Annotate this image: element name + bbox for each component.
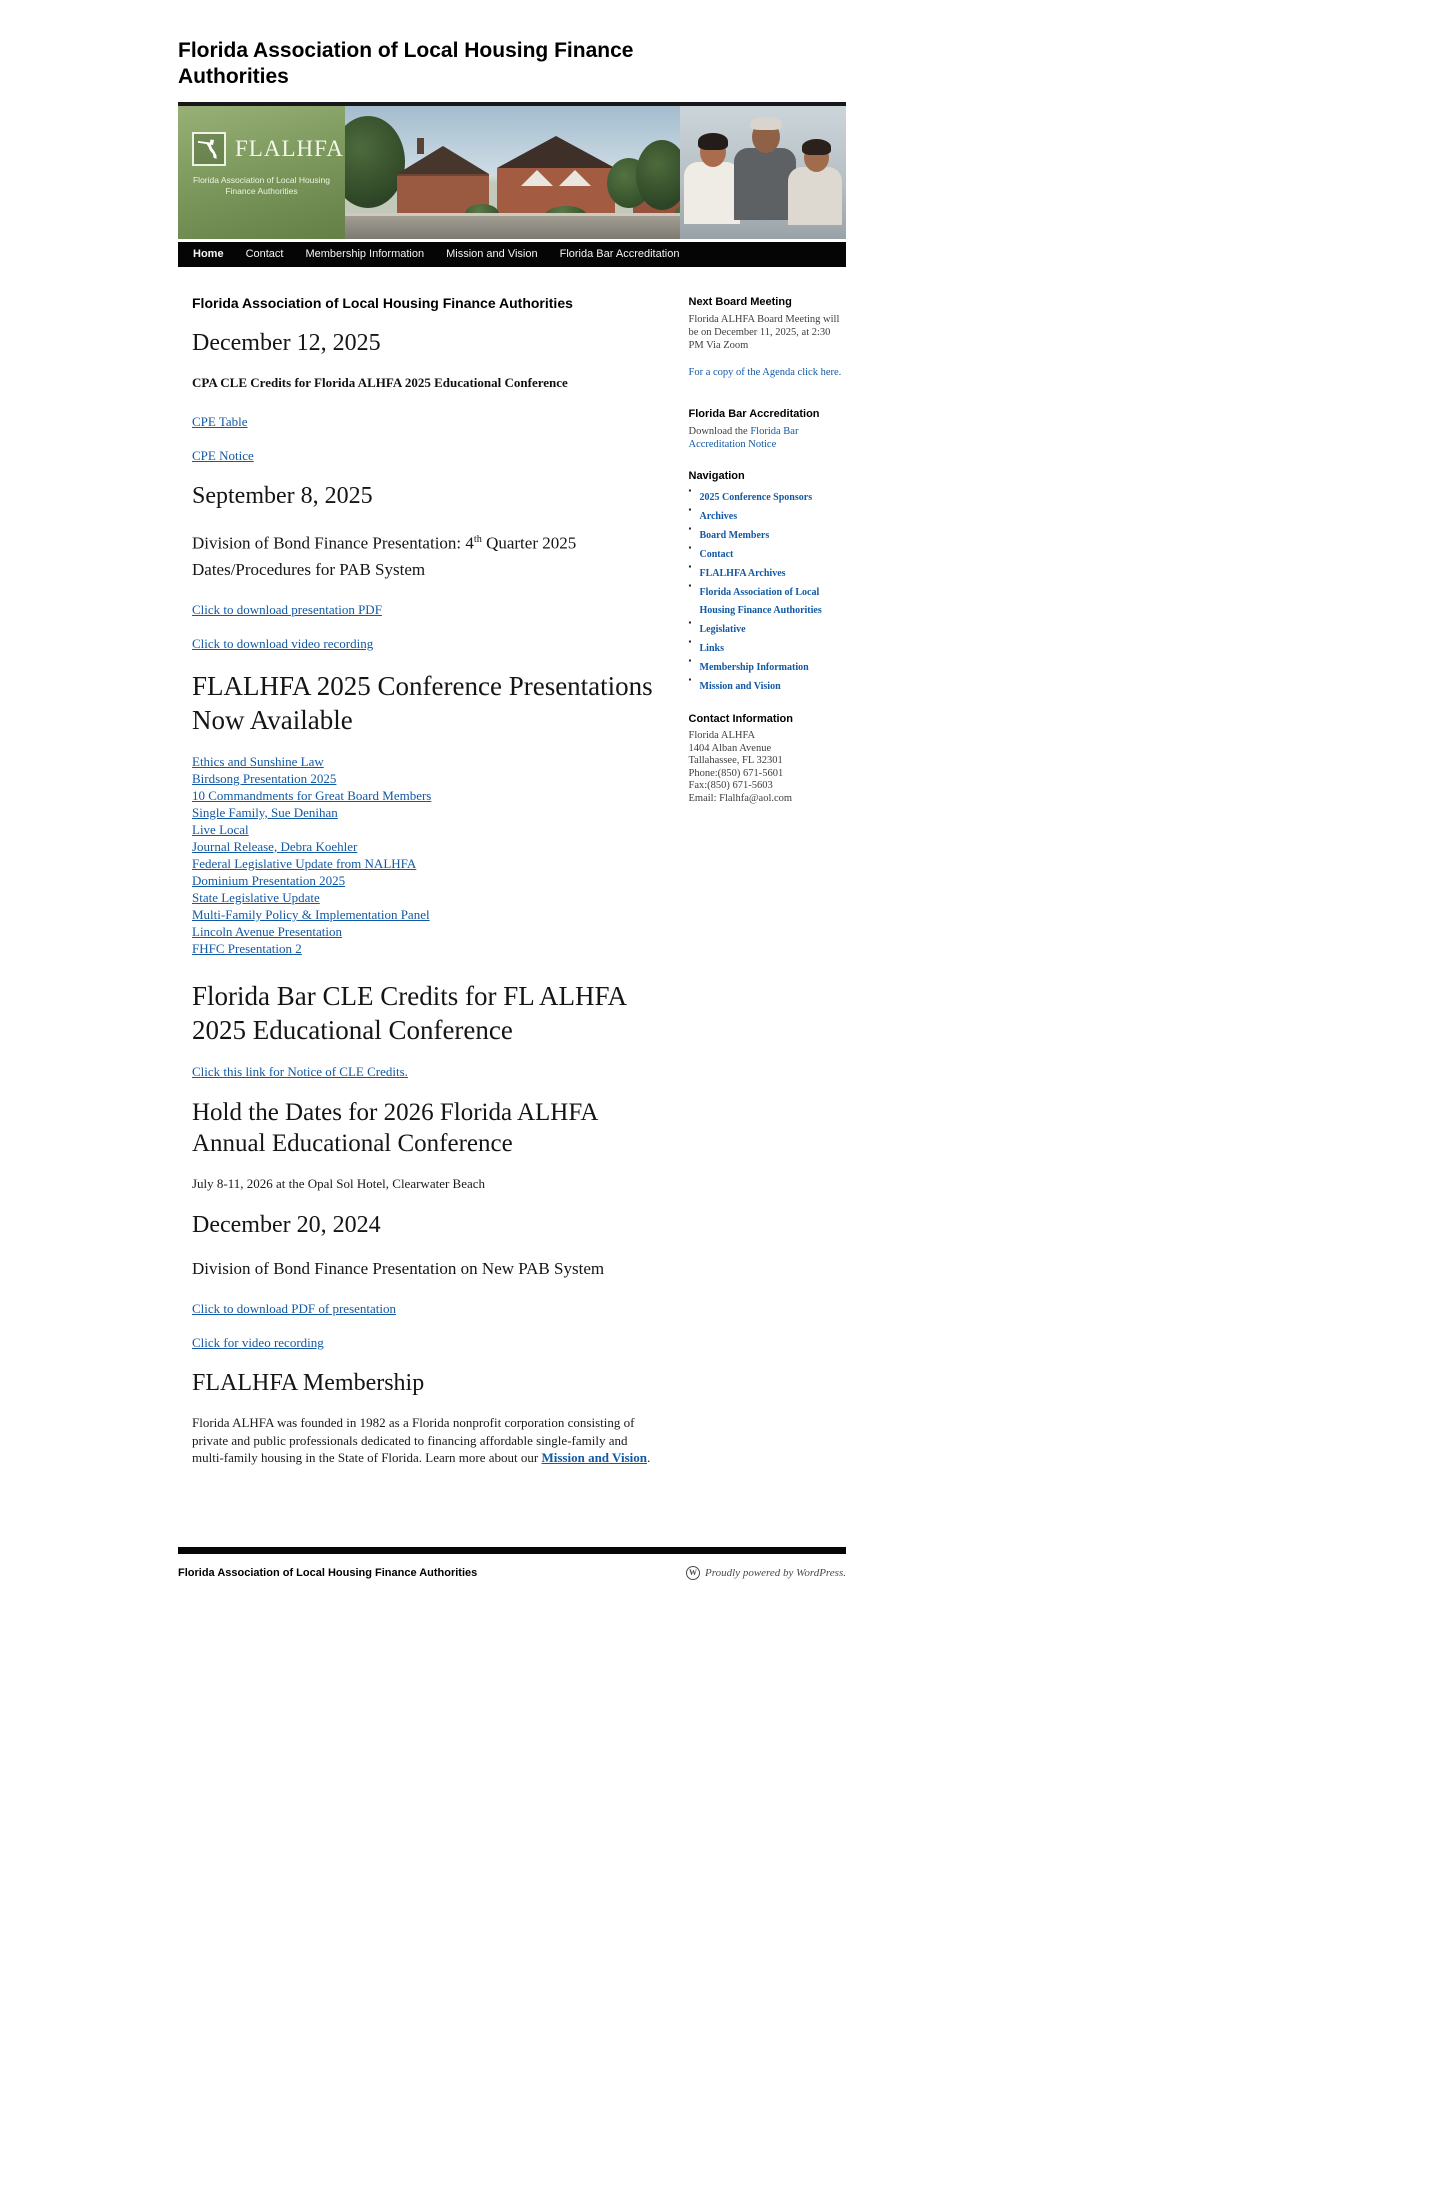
sidebar <box>689 295 847 1485</box>
logo-row <box>192 132 345 166</box>
hair-shape <box>750 117 782 130</box>
person-figure <box>788 143 844 239</box>
nav-home[interactable]: Home <box>193 248 224 260</box>
content-area <box>178 295 846 1485</box>
sidebar-link-flalhfa-archives[interactable]: FLALHFA Archives <box>699 568 786 579</box>
presentation-link[interactable]: Dominium Presentation 2025 <box>192 872 346 888</box>
presentation-link[interactable]: 10 Commandments for Great Board Members <box>192 787 432 803</box>
cpe-table-link[interactable]: CPE Table <box>192 414 248 429</box>
presentation-link[interactable]: FHFC Presentation 2 <box>192 940 302 956</box>
presentation-link[interactable]: Lincoln Avenue Presentation <box>192 923 342 939</box>
widget-next-board-meeting <box>689 295 847 379</box>
widget-title-navigation: Navigation <box>688 470 745 482</box>
contact-city: Tallahassee, FL 32301 <box>688 755 783 767</box>
chimney-shape <box>417 138 424 154</box>
sidebar-link-board-members[interactable]: Board Members <box>699 530 770 541</box>
sidebar-link-2025-conference-sponsors[interactable]: 2025 Conference Sponsors <box>699 492 813 503</box>
sidebar-nav-item <box>689 619 847 637</box>
sidebar-link-membership-information[interactable]: Membership Information <box>699 662 809 673</box>
sidebar-link-contact[interactable]: Contact <box>699 549 734 560</box>
roof-shape <box>397 146 489 174</box>
subtitle-text: Division of Bond Finance Presentation: 4 <box>192 533 474 553</box>
presentation-link[interactable]: Ethics and Sunshine Law <box>192 753 324 769</box>
widget-title-contact-information: Contact Information <box>688 713 793 725</box>
main-content <box>192 295 661 1485</box>
presentation-link[interactable]: Live Local <box>192 821 249 837</box>
presentation-link[interactable]: Multi-Family Policy & Implementation Panel <box>192 906 430 922</box>
sidebar-nav-list <box>689 487 847 694</box>
post-subtitle: Division of Bond Finance Presentation on New PAB System <box>192 1259 605 1279</box>
footer-site-name[interactable]: Florida Association of Local Housing Finance Authorities <box>178 1566 478 1579</box>
post-title-conference-presentations: FLALHFA 2025 Conference Presentations Now Available <box>192 670 653 735</box>
board-meeting-text: Florida ALHFA Board Meeting will be on December 11, 2025, at 2:30 PM Via Zoom <box>688 314 840 351</box>
mission-and-vision-link[interactable]: Mission and Vision <box>541 1450 647 1466</box>
subtitle-text: Quarter 2025 Dates/Procedures for PAB System <box>192 533 577 579</box>
post-title-december-20-2024: December 20, 2024 <box>192 1212 381 1239</box>
tree-shape <box>636 140 680 210</box>
contact-email: Email: Flalhfa@aol.com <box>688 792 793 804</box>
road-shape <box>345 213 680 239</box>
roof-shape <box>497 136 615 168</box>
post-title-florida-bar-cle-credits: Florida Bar CLE Credits for FL ALHFA 2025 Educational Conference <box>192 980 626 1045</box>
sidebar-nav-item <box>689 506 847 524</box>
contact-fax: Fax:(850) 671-5603 <box>688 780 773 792</box>
hair-shape <box>802 139 831 155</box>
sidebar-link-mission-and-vision[interactable]: Mission and Vision <box>699 681 781 692</box>
widget-contact-information <box>689 712 847 806</box>
sidebar-nav-item <box>689 676 847 694</box>
accreditation-notice-link[interactable]: Florida Bar Accreditation Notice <box>688 426 799 450</box>
post-title-september-8-2025: September 8, 2025 <box>192 483 373 509</box>
accreditation-text <box>689 425 847 451</box>
gable-shape <box>559 170 591 186</box>
conference-presentation-links <box>192 753 661 957</box>
accreditation-text-pre: Download the <box>688 426 751 437</box>
presentation-link[interactable]: Single Family, Sue Denihan <box>192 804 338 820</box>
sidebar-nav-item <box>689 657 847 675</box>
header-banner <box>178 102 846 239</box>
main-nav <box>178 242 846 267</box>
cpe-notice-link[interactable]: CPE Notice <box>192 448 254 463</box>
contact-org: Florida ALHFA <box>688 730 756 741</box>
house-shape <box>497 136 615 218</box>
logo-acronym: FLALHFA <box>235 136 344 161</box>
banner-family-photo <box>680 106 846 239</box>
post-subtitle: CPA CLE Credits for Florida ALHFA 2025 Educational Conference <box>192 375 568 390</box>
sidebar-link-archives[interactable]: Archives <box>699 511 738 522</box>
video-recording-link[interactable]: Click for video recording <box>192 1335 324 1351</box>
sidebar-link-florida-association[interactable]: Florida Association of Local Housing Finance Authorities <box>699 587 822 616</box>
download-video-recording-link[interactable]: Click to download video recording <box>192 635 374 651</box>
sidebar-nav-item <box>689 638 847 656</box>
wordpress-icon: W <box>686 1566 700 1580</box>
page <box>178 0 846 1580</box>
nav-mission-and-vision[interactable]: Mission and Vision <box>446 248 538 260</box>
agenda-link[interactable]: For a copy of the Agenda click here. <box>688 367 842 378</box>
wordpress-credit-text: Proudly powered by WordPress. <box>705 1566 846 1579</box>
sidebar-nav-item <box>689 582 847 618</box>
presentation-link[interactable]: Federal Legislative Update from NALHFA <box>192 855 417 871</box>
post-title-december-12-2025: December 12, 2025 <box>192 330 381 356</box>
logo-subtitle: Florida Association of Local Housing Finance Authorities <box>192 175 331 196</box>
page-heading: Florida Association of Local Housing Finance Authorities <box>192 295 573 311</box>
tree-shape <box>345 116 405 208</box>
widget-title-florida-bar-accreditation: Florida Bar Accreditation <box>688 408 820 420</box>
contact-info-block <box>689 730 847 806</box>
presentation-link[interactable]: State Legislative Update <box>192 889 320 905</box>
contact-phone: Phone:(850) 671-5601 <box>688 767 784 779</box>
contact-street: 1404 Alban Avenue <box>688 742 772 754</box>
footer <box>178 1554 846 1580</box>
footer-divider-bar <box>178 1547 846 1554</box>
site-title: Florida Association of Local Housing Finance Authorities <box>178 39 634 88</box>
nav-membership-information[interactable]: Membership Information <box>305 248 425 260</box>
widget-title-next-board-meeting: Next Board Meeting <box>688 296 792 308</box>
sidebar-nav-item <box>689 487 847 505</box>
membership-paragraph <box>192 1414 661 1467</box>
download-pdf-presentation-link[interactable]: Click to download PDF of presentation <box>192 1301 397 1317</box>
event-date-text: July 8-11, 2026 at the Opal Sol Hotel, Clearwater Beach <box>192 1175 486 1191</box>
cle-credits-notice-link[interactable]: Click this link for Notice of CLE Credits. <box>192 1063 408 1079</box>
post-subtitle <box>192 527 661 583</box>
presentation-link[interactable]: Journal Release, Debra Koehler <box>192 838 358 854</box>
ordinal-suffix: th <box>473 534 482 545</box>
membership-text-period: . <box>646 1450 651 1466</box>
wordpress-credit[interactable] <box>686 1566 846 1580</box>
widget-florida-bar-accreditation <box>689 407 847 451</box>
gable-shape <box>521 170 553 186</box>
presentation-link[interactable]: Birdsong Presentation 2025 <box>192 770 337 786</box>
post-title-hold-the-dates: Hold the Dates for 2026 Florida ALHFA Annual Educational Conference <box>192 1098 598 1157</box>
membership-text: Florida ALHFA was founded in 1982 as a Florida nonprofit corporation consisting of private and public professionals dedicated to financing affordable single-family and multi-family housing in the State of Florida. Learn more about our <box>192 1415 635 1466</box>
sidebar-nav-item <box>689 544 847 562</box>
sidebar-link-legislative[interactable]: Legislative <box>699 624 746 635</box>
banner-houses-photo <box>345 106 680 239</box>
florida-state-icon <box>192 132 226 166</box>
banner-logo-panel <box>178 106 345 239</box>
sidebar-nav-item <box>689 563 847 581</box>
download-presentation-pdf-link[interactable]: Click to download presentation PDF <box>192 601 382 617</box>
nav-florida-bar-accreditation[interactable]: Florida Bar Accreditation <box>559 248 680 260</box>
post-title-flalhfa-membership: FLALHFA Membership <box>192 1370 425 1397</box>
sidebar-link-links[interactable]: Links <box>699 643 724 654</box>
nav-contact[interactable]: Contact <box>245 248 284 260</box>
widget-navigation <box>689 469 847 694</box>
hair-shape <box>698 133 728 150</box>
sidebar-nav-item <box>689 525 847 543</box>
